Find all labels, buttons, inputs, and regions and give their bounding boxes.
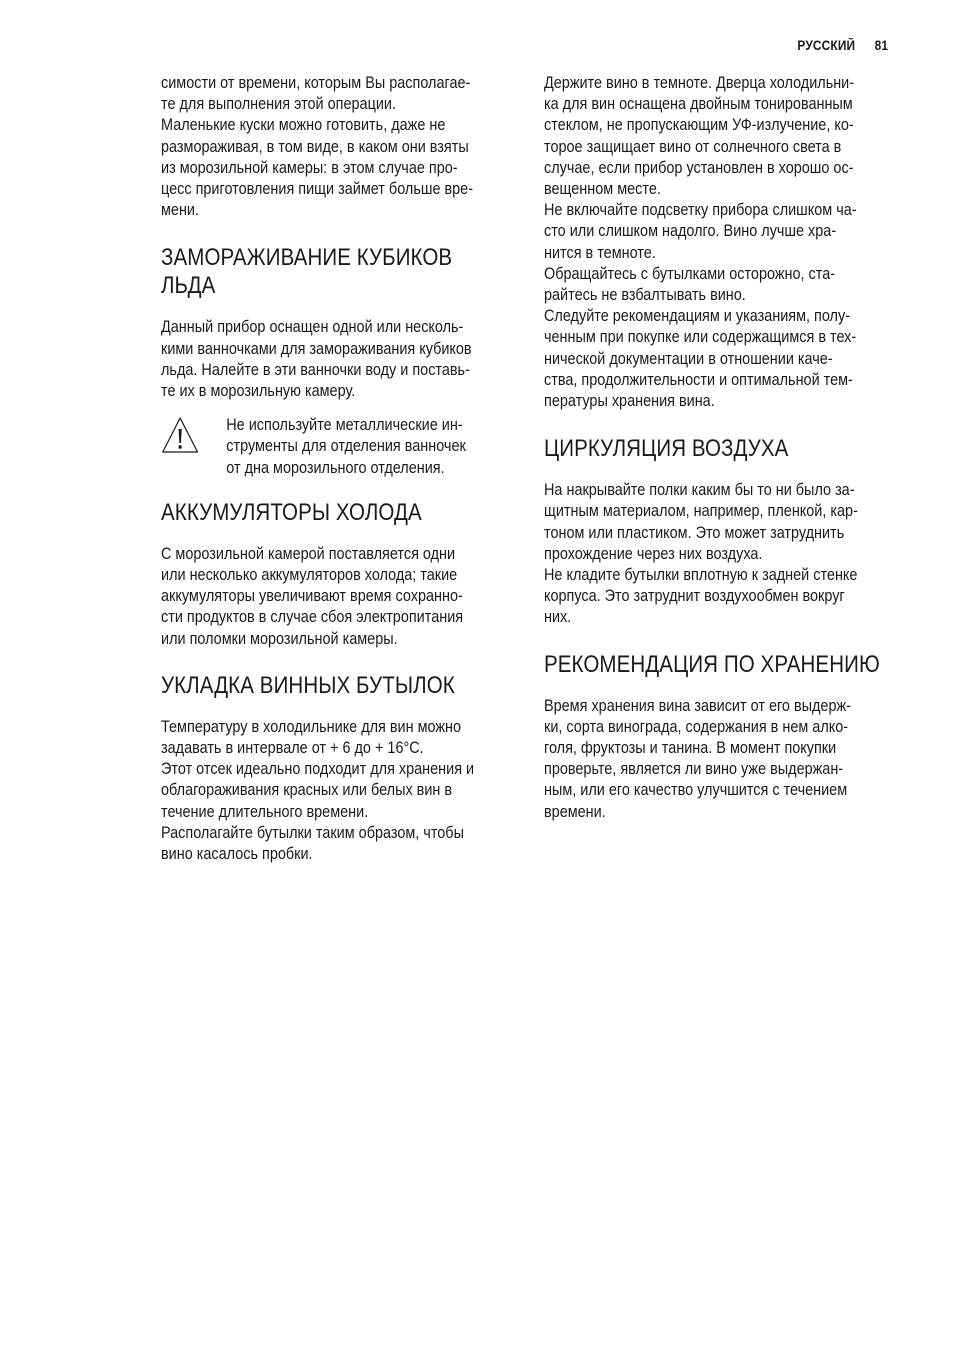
ice-cubes-paragraph: Данный прибор оснащен одной или несколь- кими ванночками для замораживания кубиков льда. Налейте в эти ванночки воду и поставь- те их в морозильную камеру. <box>161 317 472 401</box>
warning-text: Не используйте металлические ин- струменты для отделения ванночек от дна морозильного отделения. <box>226 415 466 477</box>
storage-advice-paragraph: Время хранения вина зависит от его выдерж- ки, сорта винограда, содержания в нем алко- голя, фруктозы и танина. В момент покупки проверьте, является ли вино уже выдержан- ным, или его качество улучшится с течением времени. <box>544 695 851 821</box>
air-circulation-heading: ЦИРКУЛЯЦИЯ ВОЗДУХА <box>544 436 789 463</box>
page-number: 81 <box>874 38 888 53</box>
warning-note <box>161 414 521 478</box>
ice-cubes-heading: ЗАМОРАЖИВАНИЕ КУБИКОВ ЛЬДА <box>161 245 453 300</box>
wine-bottles-heading: УКЛАДКА ВИННЫХ БУТЫЛОК <box>161 672 455 699</box>
intro-paragraph: симости от времени, которым Вы располагае- те для выполнения этой операции. Маленькие куски можно готовить, даже не размораживая, в том виде, в каком они взяты из морозильной камеры: в этом случае про- цесс приготовления пищи займет больше вре- мени. <box>161 73 474 220</box>
cold-packs-heading: АККУМУЛЯТОРЫ ХОЛОДА <box>161 499 422 526</box>
air-circulation-paragraph: На накрывайте полки каким бы то ни было за- щитным материалом, например, пленкой, кар- тоном или пластиком. Это может затруднить прохождение через них воздуха. Не кладите бутылки вплотную к задней стенке корпуса. Это затруднит воздухообмен вокруг них. <box>544 480 858 627</box>
section-label: РУССКИЙ <box>797 38 856 53</box>
page-header <box>797 38 888 53</box>
warning-triangle-icon <box>161 416 199 454</box>
storage-advice-heading: РЕКОМЕНДАЦИЯ ПО ХРАНЕНИЮ <box>544 651 880 678</box>
wine-bottles-paragraph: Температуру в холодильнике для вин можно задавать в интервале от + 6 до + 16°C. Этот отсек идеально подходит для хранения и облагораживания красных или белых вин в течение длительного времени. Располагайте бутылки таким образом, чтобы вино касалось пробки. <box>161 716 475 864</box>
left-column <box>161 72 521 864</box>
cold-packs-paragraph: С морозильной камерой поставляется одни или несколько аккумуляторов холода; такие аккумуляторы увеличивают время сохранно- сти продуктов в случае сбоя электропитания или поломки морозильной камеры. <box>161 543 464 648</box>
wine-continued-paragraph: Держите вино в темноте. Дверца холодильни- ка для вин оснащена двойным тонированным стеклом, не пропускающим УФ-излучение, ко- торое защищает вино от солнечного света в случае, если прибор установлен в хорошо ос- вещенном месте. Не включайте подсветку прибора слишком ча- сто или слишком надолго. Вино лучше хра- нится в темноте. Обращайтесь с бутылками осторожно, ста- райтесь не взбалтывать вино. Следуйте рекомендациям и указаниям, полу- ченным при покупке или содержащимся в тех- нической документации в отношении каче- ства, продолжительности и оптимальной тем- пературы хранения вина. <box>544 73 857 411</box>
right-column <box>544 72 904 822</box>
